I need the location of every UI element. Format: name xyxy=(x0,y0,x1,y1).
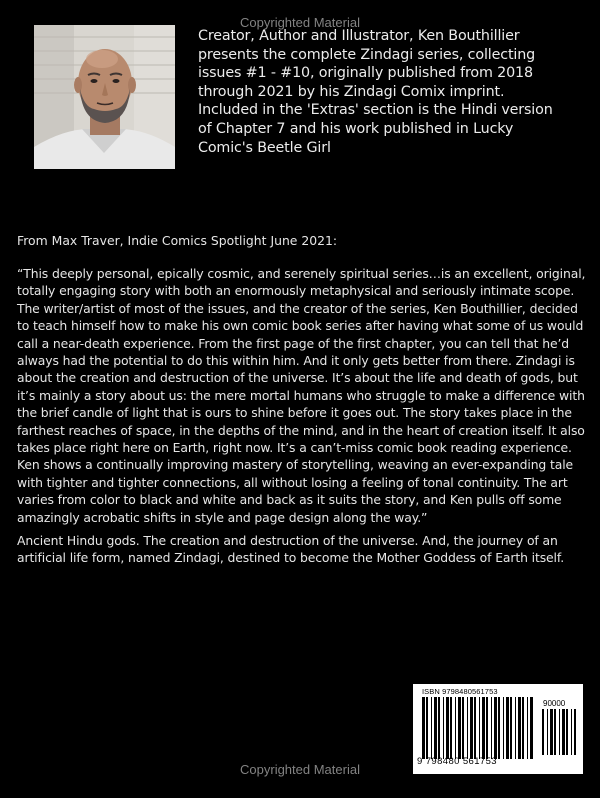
synopsis: Ancient Hindu gods. The creation and destruction of the universe. And, the journey of an artificial life form, named Zindagi, destined to become the Mother Goddess of Earth itself. xyxy=(17,533,565,566)
barcode-bar xyxy=(518,697,521,759)
barcode-bar xyxy=(494,697,497,759)
barcode-bar xyxy=(515,697,516,759)
author-photo xyxy=(34,25,175,169)
barcode-bar xyxy=(450,697,452,759)
barcode-bar xyxy=(474,697,476,759)
barcode-bar xyxy=(542,709,544,755)
barcode-bar xyxy=(554,709,556,755)
isbn-label: ISBN 9798480561753 xyxy=(422,687,498,696)
barcode-digits: 9 798480 561753 xyxy=(417,756,497,767)
barcode-bar xyxy=(498,697,500,759)
barcode-bar xyxy=(446,697,449,759)
barcode-bar xyxy=(559,709,560,755)
review-quote: “This deeply personal, epically cosmic, and serenely spiritual series…is an excellent, original, totally engaging story with both an enormously metaphysical and seriously intimate scope. The writer/artist of most of the issues, and the creator of the series, Ken Bouthillier, decided to teach himself how to make his own comic book series after having what some of us would call a near-death experience. From the first page of the first chapter, you can tell that he’d always had the potential to do this within him. And it only gets better from there. Zindagi is about the creation and destruction of the universe. It’s about the life and death of gods, but it’s mainly a story about us: the mere mortal humans who struggle to make a difference with the brief candle of light that is ours to shine before it goes out. The story takes place in the farthest reaches of space, in the depths of the mind, and in the heart of creation itself. It also takes place right here on Earth, right now. It’s a can’t-miss comic book reading experience. Ken shows a continually improving mastery of storytelling, weaving an ever-expanding tale with tighter and tighter connections, all without losing a feeling of tonal continuity. The art varies from color to black and white and back as it suits the story, and Ken pulls off some amazingly acrobatic shifts in style and page design along the way.” xyxy=(17,266,586,525)
barcode-bar xyxy=(467,697,468,759)
barcode-bar xyxy=(443,697,444,759)
barcode-bar xyxy=(527,697,528,759)
barcode-bar xyxy=(566,709,568,755)
barcode-bar xyxy=(431,697,432,759)
barcode-bar xyxy=(522,697,524,759)
barcode-bar xyxy=(486,697,488,759)
barcode-bar xyxy=(491,697,492,759)
watermark-bottom: Copyrighted Material xyxy=(240,762,360,777)
barcode-bar xyxy=(479,697,480,759)
barcode-bar xyxy=(503,697,504,759)
barcode-bar xyxy=(506,697,509,759)
barcode-bar xyxy=(438,697,440,759)
barcode-bar xyxy=(482,697,485,759)
price-code: 90000 xyxy=(543,699,566,708)
barcode-bar xyxy=(562,709,565,755)
barcode-bar xyxy=(422,697,425,759)
barcode-bar xyxy=(434,697,437,759)
barcode-bar xyxy=(426,697,428,759)
barcode-bar xyxy=(550,709,553,755)
price-addon-bars xyxy=(542,709,576,755)
barcode-bar xyxy=(571,709,572,755)
barcode-bar xyxy=(462,697,464,759)
watermark-top: Copyrighted Material xyxy=(240,15,360,30)
barcode-bar xyxy=(530,697,533,759)
barcode-bar xyxy=(547,709,548,755)
barcode-bar xyxy=(574,709,576,755)
barcode-bar xyxy=(470,697,473,759)
review-attribution: From Max Traver, Indie Comics Spotlight June 2021: xyxy=(17,233,338,248)
isbn-barcode xyxy=(413,684,583,774)
barcode-bar xyxy=(455,697,456,759)
author-bio: Creator, Author and Illustrator, Ken Bouthillier presents the complete Zindagi series, collecting issues #1 - #10, originally published from 2018 through 2021 by his Zindagi Comix imprint. Included in the 'Extras' section is the Hindi version of Chapter 7 and his work published in Lucky Comic's Beetle Girl xyxy=(198,28,553,156)
barcode-bar xyxy=(510,697,512,759)
barcode-bar xyxy=(458,697,461,759)
barcode-bars xyxy=(422,697,534,759)
